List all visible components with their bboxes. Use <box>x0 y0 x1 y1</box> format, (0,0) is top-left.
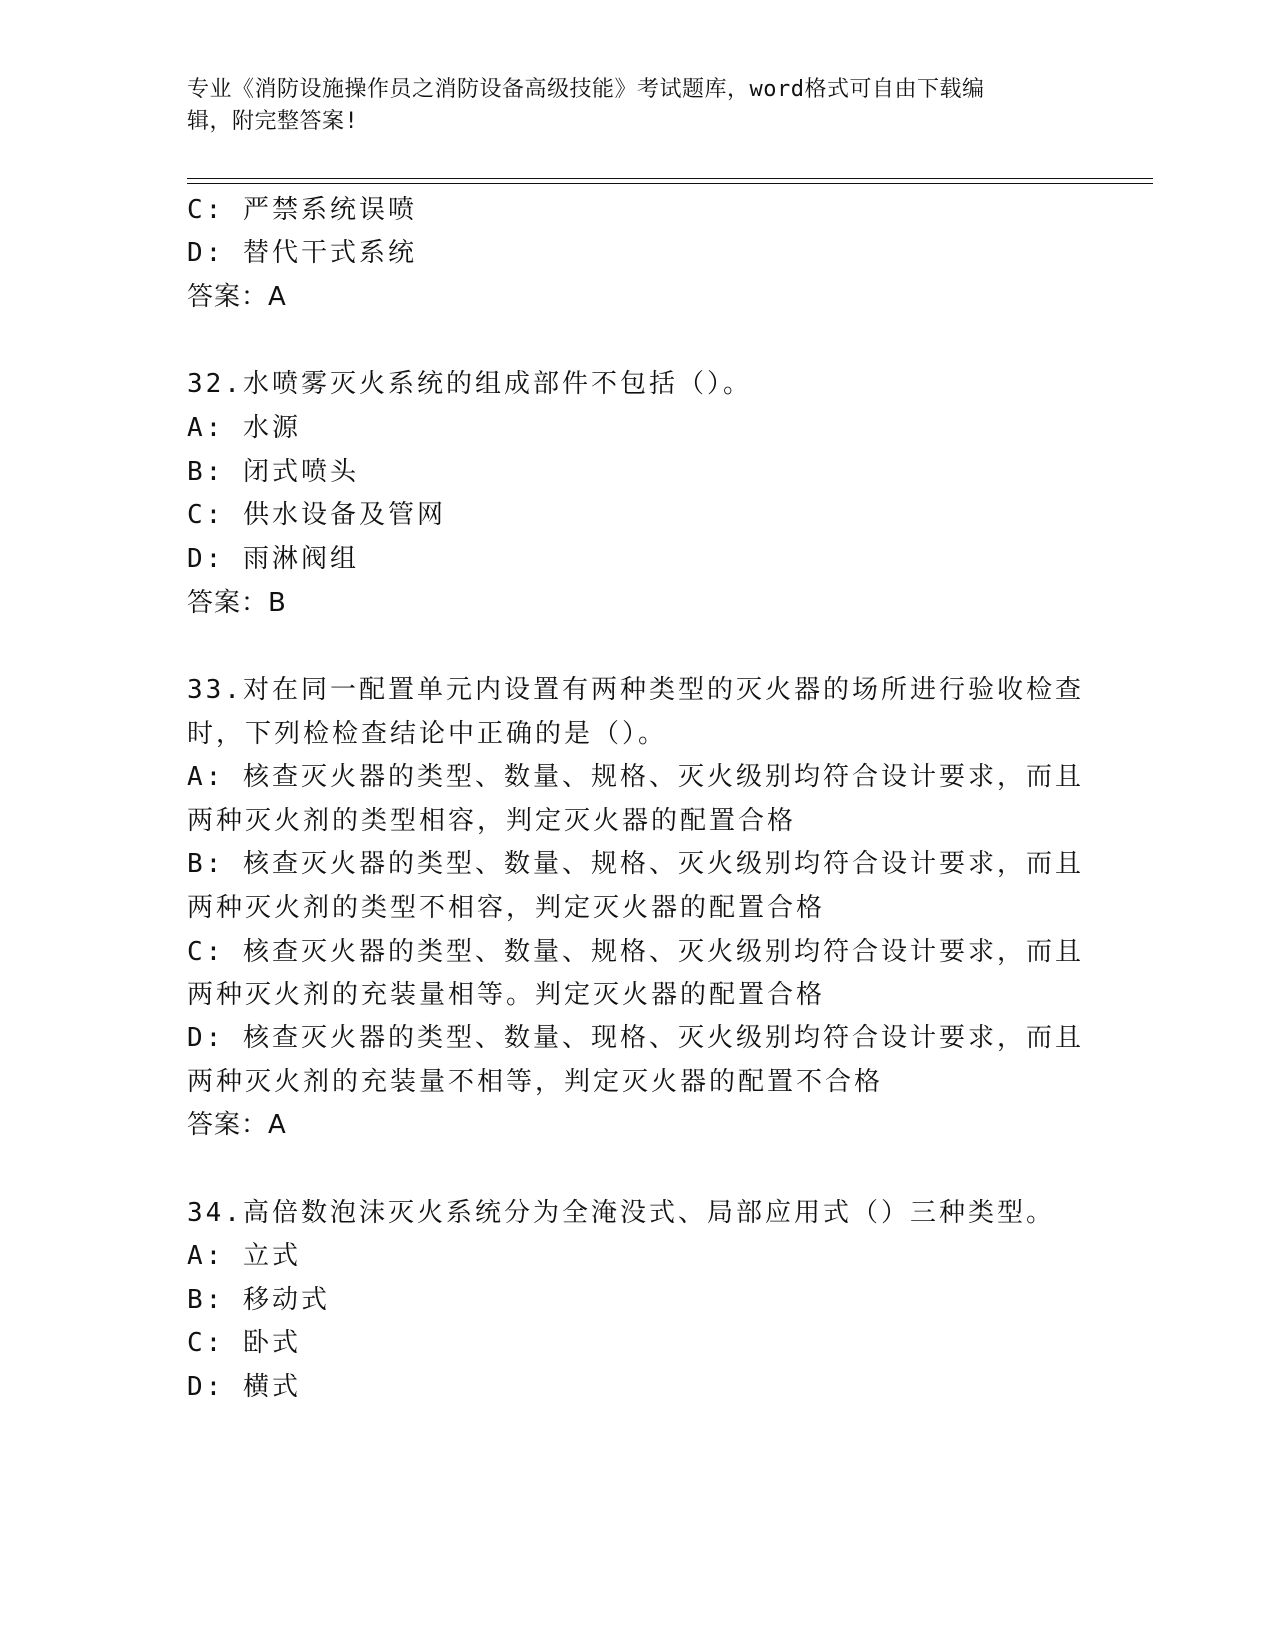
q33-option-b-line-1: B: 核查灭火器的类型、数量、规格、灭火级别均符合设计要求，而且 <box>187 849 1084 879</box>
prev-option-c: C: 严禁系统误喷 <box>187 195 417 225</box>
header-line-2: 辑，附完整答案! <box>187 109 359 134</box>
q33-answer: 答案：A <box>187 1110 287 1140</box>
header-line-1: 专业《消防设施操作员之消防设备高级技能》考试题库，word格式可自由下载编 <box>187 77 985 102</box>
q33-stem-line-2: 时，下列检检查结论中正确的是（）。 <box>187 719 668 749</box>
q33-option-d-line-2: 两种灭火剂的充装量不相等，判定灭火器的配置不合格 <box>187 1067 884 1097</box>
q34-option-b: B: 移动式 <box>187 1285 330 1315</box>
document-header <box>187 74 1067 138</box>
q32-answer: 答案：B <box>187 588 287 618</box>
q33-stem-line-1: 33.对在同一配置单元内设置有两种类型的灭火器的场所进行验收检查 <box>187 675 1084 705</box>
q33-option-b-line-2: 两种灭火剂的类型不相容，判定灭火器的配置合格 <box>187 893 826 923</box>
prev-option-d: D: 替代干式系统 <box>187 238 417 268</box>
q33-option-c-line-1: C: 核查灭火器的类型、数量、规格、灭火级别均符合设计要求，而且 <box>187 937 1084 967</box>
q34-stem: 34.高倍数泡沫灭火系统分为全淹没式、局部应用式（）三种类型。 <box>187 1198 1055 1228</box>
prev-answer: 答案：A <box>187 282 287 312</box>
q33-option-a-line-2: 两种灭火剂的类型相容，判定灭火器的配置合格 <box>187 806 797 836</box>
q33-option-c-line-2: 两种灭火剂的充装量相等。判定灭火器的配置合格 <box>187 980 826 1010</box>
q32-option-d: D: 雨淋阀组 <box>187 544 359 574</box>
q32-option-b: B: 闭式喷头 <box>187 457 359 487</box>
q32-option-a: A: 水源 <box>187 413 301 443</box>
q32-option-c: C: 供水设备及管网 <box>187 500 446 530</box>
header-rule-bottom <box>187 183 1153 184</box>
q34-option-c: C: 卧式 <box>187 1328 301 1358</box>
q34-option-a: A: 立式 <box>187 1241 301 1271</box>
q33-option-a-line-1: A: 核查灭火器的类型、数量、规格、灭火级别均符合设计要求，而且 <box>187 762 1084 792</box>
q33-option-d-line-1: D: 核查灭火器的类型、数量、现格、灭火级别均符合设计要求，而且 <box>187 1023 1084 1053</box>
q34-option-d: D: 横式 <box>187 1372 301 1402</box>
q32-stem: 32.水喷雾灭火系统的组成部件不包括（）。 <box>187 369 752 399</box>
header-rule-top <box>187 178 1153 179</box>
